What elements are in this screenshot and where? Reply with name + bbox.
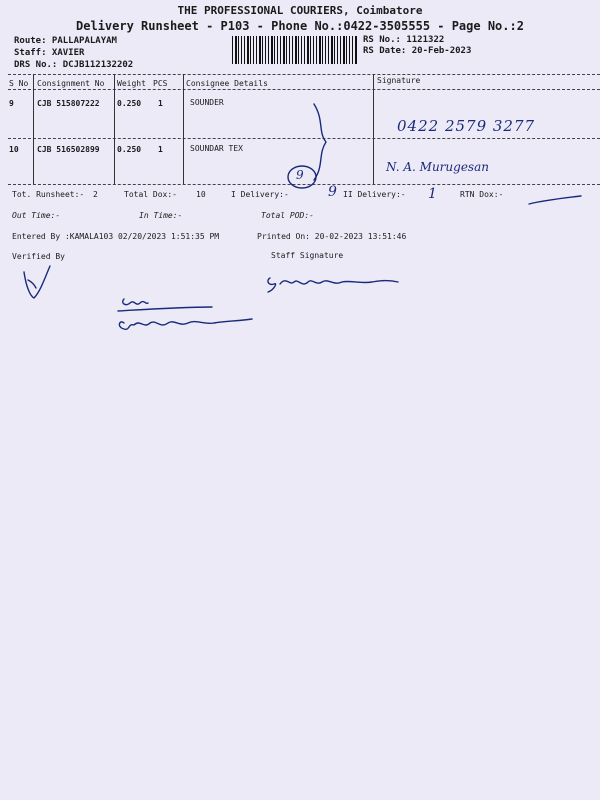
staff-signature-label: Staff Signature (271, 251, 344, 260)
row-weight: 0.250 (117, 99, 142, 108)
staff-signature (264, 270, 404, 300)
runsheet-title: Delivery Runsheet - P103 - Phone No.:0422-3505555 - Page No.:2 (76, 19, 524, 33)
total-dox-value: 10 (196, 190, 206, 199)
total-pod-label: Total POD:- (261, 211, 314, 220)
rtn-dox-label: RTN Dox:- (460, 190, 504, 199)
handwritten-phone: 0422 2579 3277 (397, 117, 536, 135)
rs-number: RS No.: 1121322 (363, 35, 445, 45)
in-time-label: In Time:- (139, 211, 183, 220)
ii-delivery-label: II Delivery:- (343, 190, 406, 199)
row-weight: 0.250 (117, 145, 142, 154)
drs-number: DRS No.: DCJB112132202 (14, 60, 134, 70)
i-delivery-label: I Delivery:- (231, 190, 289, 199)
staff-label: Staff: XAVIER (14, 48, 85, 58)
row-consignment: CJB 516502899 (37, 145, 100, 154)
col-header-consignee: Consignee Details (186, 79, 268, 88)
row-consignee: SOUNDER (190, 98, 224, 107)
route-label: Route: PALLAPALAYAM (14, 36, 117, 46)
entered-by: Entered By :KAMALA103 02/20/2023 1:51:35 PM (12, 232, 220, 241)
row-consignment: CJB 515807222 (37, 99, 100, 108)
handwritten-ii-delivery: 1 (428, 186, 437, 202)
rs-date: RS Date: 20-Feb-2023 (363, 46, 472, 56)
total-runsheet-value: 2 (93, 190, 98, 199)
col-header-sno: S No (9, 79, 29, 88)
out-time-label: Out Time:- (12, 211, 61, 220)
rtn-dox-dash (525, 192, 585, 212)
col-header-pcs: PCS (153, 79, 168, 88)
circled-count: 9 (296, 168, 304, 182)
row-sno: 10 (9, 145, 19, 154)
verifier-signature (112, 295, 262, 340)
total-runsheet-label: Tot. Runsheet:- (12, 190, 85, 199)
col-header-weight: Weight (117, 79, 146, 88)
handwritten-receiver: N. A. Murugesan (386, 160, 489, 174)
row-pcs: 1 (158, 145, 163, 154)
barcode (232, 36, 358, 64)
row-sno: 9 (9, 99, 14, 108)
handwritten-i-delivery: 9 (328, 184, 337, 200)
verified-initial-signature (18, 262, 58, 308)
verified-by-label: Verified By (12, 252, 65, 261)
row-pcs: 1 (158, 99, 163, 108)
col-header-consignment: Consignment No (37, 79, 105, 88)
total-dox-label: Total Dox:- (124, 190, 177, 199)
row-consignee: SOUNDAR TEX (190, 144, 243, 153)
company-title: THE PROFESSIONAL COURIERS, Coimbatore (177, 4, 423, 17)
printed-on: Printed On: 20-02-2023 13:51:46 (257, 232, 407, 241)
col-header-signature: Signature (377, 76, 421, 85)
